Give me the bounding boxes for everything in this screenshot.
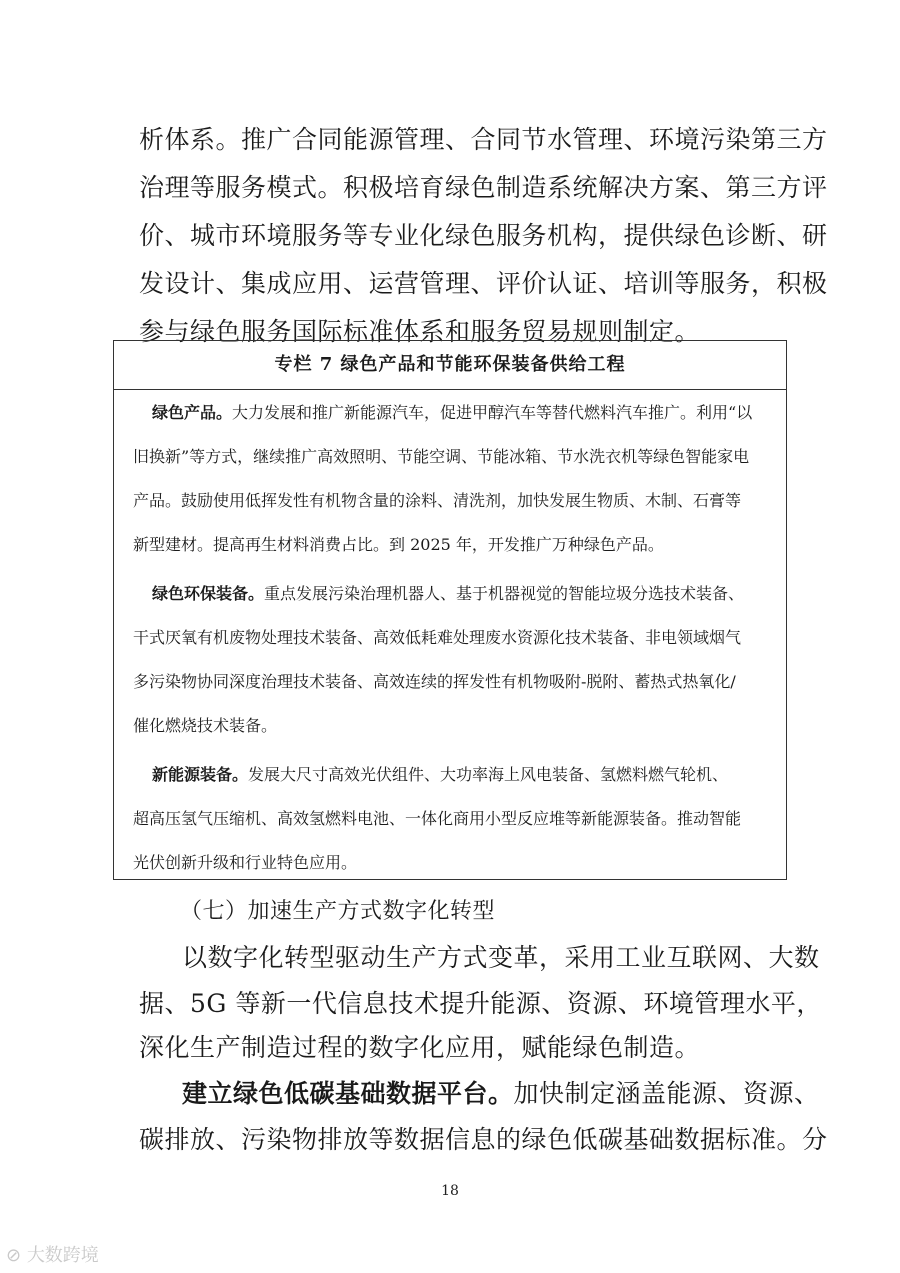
paragraph-heading: 建立绿色低碳基础数据平台。 — [182, 1079, 514, 1108]
body-line: 深化生产制造过程的数字化应用，赋能绿色制造。 — [139, 1033, 701, 1062]
box-line: 产品。鼓励使用低挥发性有机物含量的涂料、清洗剂，加快发展生物质、木制、石膏等 — [133, 491, 742, 510]
box-line: 新型建材。提高再生材料消费占比。到 2025 年，开发推广万种绿色产品。 — [133, 535, 664, 554]
body-line: 参与绿色服务国际标准体系和服务贸易规则制定。 — [139, 317, 701, 346]
body-line: 发设计、集成应用、运营管理、评价认证、培训等服务，积极 — [139, 269, 828, 298]
section-text: 发展大尺寸高效光伏组件、大功率海上风电装备、氢燃料燃气轮机、 — [248, 765, 729, 784]
section-subheading: （七）加速生产方式数字化转型 — [180, 899, 496, 924]
body-line: 治理等服务模式。积极培育绿色制造系统解决方案、第三方评 — [139, 173, 828, 202]
section-heading: 绿色产品。 — [152, 403, 233, 422]
box-line — [152, 402, 752, 424]
box-line: 多污染物协同深度治理技术装备、高效连续的挥发性有机物吸附-脱附、蓄热式热氧化/ — [133, 672, 736, 691]
watermark-logo-icon: ⊘ — [6, 1245, 27, 1266]
body-line: 价、城市环境服务等专业化绿色服务机构，提供绿色诊断、研 — [139, 221, 828, 250]
box-line: 干式厌氧有机废物处理技术装备、高效低耗难处理废水资源化技术装备、非电领域烟气 — [133, 628, 742, 647]
box-line — [152, 583, 744, 605]
body-line: 析体系。推广合同能源管理、合同节水管理、环境污染第三方 — [139, 125, 828, 154]
section-text: 重点发展污染治理机器人、基于机器视觉的智能垃圾分选技术装备、 — [264, 584, 745, 603]
box-line: 光伏创新升级和行业特色应用。 — [133, 853, 358, 872]
section-text: 大力发展和推广新能源汽车，促进甲醇汽车等替代燃料汽车推广。利用“以 — [232, 403, 753, 422]
section-heading: 绿色环保装备。 — [152, 584, 265, 603]
page-number: 18 — [441, 1183, 459, 1199]
body-line — [182, 1079, 820, 1109]
box-line: 旧换新”等方式，继续推广高效照明、节能空调、节能冰箱、节水洗衣机等绿色智能家电 — [133, 447, 750, 466]
paragraph-text: 加快制定涵盖能源、资源、 — [513, 1079, 820, 1108]
section-heading: 新能源装备。 — [152, 765, 249, 784]
box-line: 超高压氢气压缩机、高效氢燃料电池、一体化商用小型反应堆等新能源装备。推动智能 — [133, 809, 742, 828]
body-line: 碳排放、污染物排放等数据信息的绿色低碳基础数据标准。分 — [139, 1125, 828, 1154]
watermark — [6, 1241, 99, 1267]
body-line: 以数字化转型驱动生产方式变革，采用工业互联网、大数 — [182, 943, 820, 972]
feature-box — [113, 340, 787, 880]
box-line: 催化燃烧技术装备。 — [133, 716, 278, 735]
feature-box-title: 专栏 7 绿色产品和节能环保装备供给工程 — [114, 341, 786, 390]
box-line — [152, 764, 728, 786]
watermark-text: 大数跨境 — [26, 1245, 99, 1266]
body-line: 据、5G 等新一代信息技术提升能源、资源、环境管理水平， — [139, 989, 822, 1018]
